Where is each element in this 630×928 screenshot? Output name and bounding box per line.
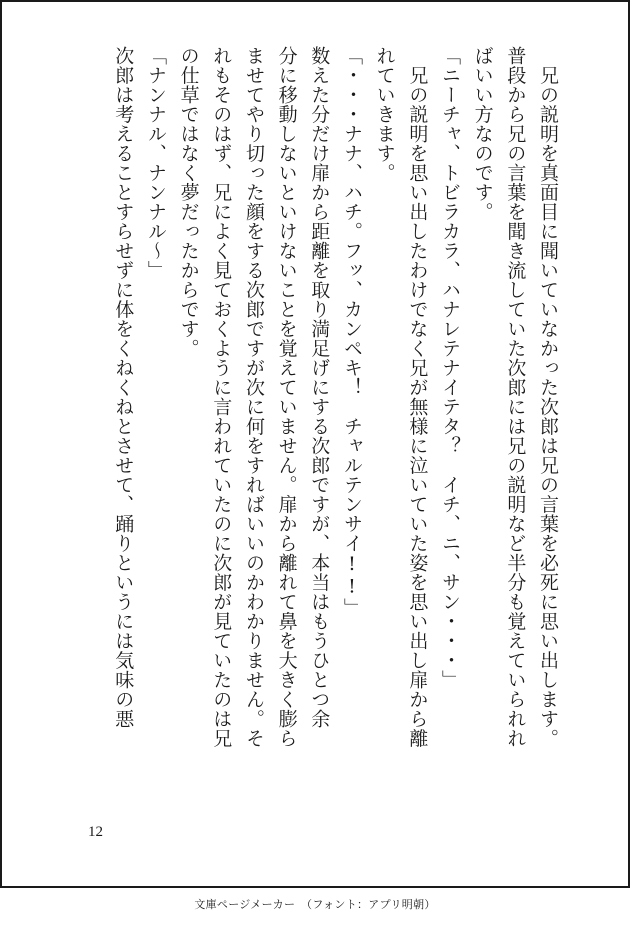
- text-line-8: 数えた分だけ扉から距離を取り満足げにする次郎ですが、本当はもうひとつ余: [308, 46, 331, 729]
- text-line-14: 次郎は考えることすらせずに体をくねくねとさせて、踊りというには気味の悪: [112, 46, 135, 729]
- text-line-4: 「ニーチャ、トビラカラ、ハナレテナイテタ？ イチ、ニ、サン・・・」: [438, 46, 461, 690]
- text-line-5: 兄の説明を思い出したわけでなく兄が無様に泣いていた姿を思い出し扉から離: [406, 46, 429, 748]
- text-line-7: 「・・・ナナ、ハチ。フッ、カンペキ！ チャルテンサイ!!」: [340, 46, 363, 618]
- text-line-10: ませてやり切った顔をする次郎ですが次に何をすればいいのかわかりません。そ: [242, 46, 265, 748]
- text-line-11: れもそのはず、兄によく見ておくように言われていたのに次郎が見ていたのは兄: [210, 46, 233, 748]
- text-line-3: ばいい方なのです。: [471, 46, 494, 222]
- vertical-text-body: [107, 46, 564, 786]
- page-number: 12: [88, 824, 103, 840]
- text-line-1: 兄の説明を真面目に聞いていなかった次郎は兄の言葉を必死に思い出します。: [537, 46, 559, 748]
- text-line-2: 普段から兄の言葉を聞き流していた次郎には兄の説明など半分も覚えていられれ: [504, 46, 527, 748]
- text-line-9: 分に移動しないといけないことを覚えていません。扉から離れて鼻を大きく膨ら: [275, 46, 298, 748]
- vertical-text-area: [74, 46, 564, 806]
- text-line-13: 「ナンナル、ナンナル～」: [144, 46, 167, 280]
- text-line-12: の仕草ではなく夢だったからです。: [177, 46, 200, 358]
- footer-credit: 文庫ページメーカー （フォント：アプリ明朝）: [194, 898, 436, 911]
- text-line-6: れていきます。: [373, 46, 396, 183]
